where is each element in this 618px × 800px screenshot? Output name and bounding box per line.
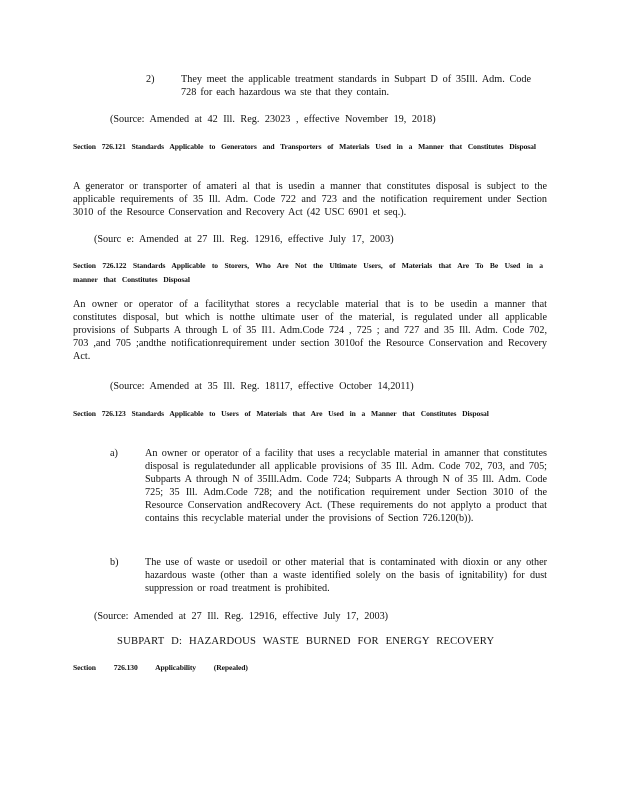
section-726-121-body: A generator or transporter of amateri al that is usedin a manner that constitutes disposal is subject to the applicable requirements of 35 Ill. Adm. Code 722 and 723 and the notification requirement under Section 3010 of the Resource Conservation and Recovery Act (42 USC 6901 et seq.). <box>73 181 547 218</box>
item-a-label: a) <box>110 448 118 459</box>
section-726-123-heading: Section 726.123 Standards Applicable to Users of Materials that Are Used in a Manner that Constitutes Disposal <box>73 409 489 418</box>
item-b-text: The use of waste or usedoil or other material that is contaminated with dioxin or any other hazardous waste (other than a waste identified solely on the basis of ignitability) for dust suppression or road treatment is prohibited. <box>145 557 547 594</box>
source-note-1: (Source: Amended at 42 Ill. Reg. 23023 , effective November 19, 2018) <box>110 114 436 125</box>
section-726-122-body: An owner or operator of a facilitythat stores a recyclable material that is to be usedin a manner that constitutes disposal, but which is notthe ultimate user of the material, is regulated under all applicable provisions of Subparts A through L of 35 Il1. Adm.Code 724 , 725 ; and 727 and 35 Ill. Adm. Code 702, 703 ,and 705 ;andthe notificationrequirement under section 3010of the Resource Conservation and Recovery Act. <box>73 299 547 362</box>
item-2-label: 2) <box>146 74 155 85</box>
section-726-123-source: (Source: Amended at 27 Ill. Reg. 12916, effective July 17, 2003) <box>94 611 389 622</box>
item-a-text: An owner or operator of a facility that uses a recyclable material in amanner that constitutes disposal is regulatedunder all applicable provisions of 35 Ill. Adm. Code 702, 703, and 705; Subparts A through N of 35Ill.Adm. Code 724; Subparts A through N of 35 Ill. Adm. Code 725; 35 Ill. Adm.Code 728; and the notification requirement under Section 3010 of the Resource Conservation andRecovery Act. (These requirements do not applyto a product that contains this recyclable material under the provisions of Section 726.120(b)). <box>145 448 547 524</box>
section-726-121-source: (Sourc e: Amended at 27 Ill. Reg. 12916, effective July 17, 2003) <box>94 234 394 245</box>
section-726-121-heading: Section 726.121 Standards Applicable to Generators and Transporters of Materials Used in a Manner that Constitutes Disposal <box>73 142 536 151</box>
section-726-122-source: (Source: Amended at 35 Ill. Reg. 18117, effective October 14,2011) <box>110 381 414 392</box>
item-b-label: b) <box>110 557 119 568</box>
item-2-text: They meet the applicable treatment standards in Subpart D of 35Ill. Adm. Code 728 for each hazardous wa ste that they contain. <box>181 74 531 98</box>
section-726-122-heading: Section 726.122 Standards Applicable to Storers, Who Are Not the Ultimate Users, of Materials that Are To Be Used in a manner that Constitutes Disposal <box>73 261 543 284</box>
section-726-130-heading: Section 726.130 Applicability (Repealed) <box>73 663 248 672</box>
subpart-d-heading: SUBPART D: HAZARDOUS WASTE BURNED FOR ENERGY RECOVERY <box>117 636 495 647</box>
